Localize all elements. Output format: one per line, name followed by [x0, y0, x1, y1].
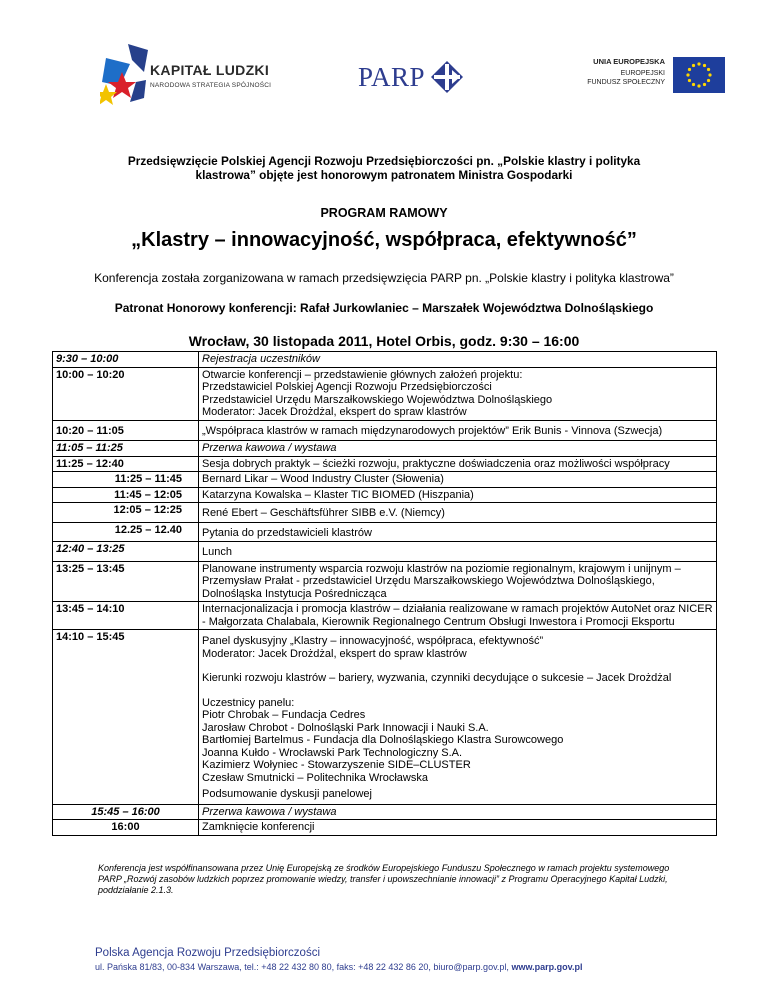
eu-star-icon — [686, 73, 689, 76]
panel-participants: Uczestnicy panelu: Piotr Chrobak – Fundacja Cedres Jarosław Chrobot - Dolnośląski Park Innowacji i Nauki S.A. Bartłomiej Bartelmus - Fundacja dla Dolnośląskiego Klastra Surowcowego Joanna Kułdo - Wrocławski Park Technologiczny S.A. Kazimierz Wołyniec - Stowarzyszenie SIDE–CLUSTER Czesław Smutnicki – Politechnika Wrocławska — [202, 696, 564, 784]
panel-summary: Podsumowanie dyskusji panelowej — [202, 788, 372, 800]
footer-website-link[interactable]: www.parp.gov.pl — [511, 962, 583, 972]
time-cell: 11:05 – 11:25 — [53, 441, 199, 457]
eu-star-icon — [697, 84, 700, 87]
agenda-cell: Otwarcie konferencji – przedstawienie głównych założeń projektu: Przedstawiciel Polskiej Agencji Rozwoju Przedsiębiorczości Przedstawiciel Urzędu Marszałkowskiego Województwa Dolnośląskiego Moderator: Jacek Drożdżal, ekspert do spraw klastrów — [199, 367, 717, 420]
time-cell: 11:25 – 12:40 — [53, 456, 199, 472]
time-cell: 11:25 – 11:45 — [53, 472, 199, 488]
time-cell: 12:40 – 13:25 — [53, 542, 199, 562]
eu-logo-line-3: FUNDUSZ SPOŁECZNY — [587, 79, 665, 86]
table-row — [53, 487, 717, 503]
time-cell: 13:45 – 14:10 — [53, 602, 199, 630]
eu-star-icon — [697, 62, 700, 65]
table-row — [53, 602, 717, 630]
eu-star-icon — [707, 68, 710, 71]
conference-title: „Klastry – innowacyjność, współpraca, efektywność” — [131, 229, 637, 251]
agenda-cell: Bernard Likar – Wood Industry Cluster (Słowenia) — [199, 472, 717, 488]
time-cell: 10:20 – 11:05 — [53, 420, 199, 441]
organization-statement: Konferencja została zorganizowana w ramach przedsięwzięcia PARP pn. „Polskie klastry i polityka klastrowa” — [94, 271, 674, 285]
panel-discussion: Panel dyskusyjny „Klastry – innowacyjność, współpraca, efektywność” Moderator: Jacek Drożdżal, ekspert do spraw klastrów — [202, 635, 544, 660]
time-cell: 13:25 – 13:45 — [53, 561, 199, 602]
kapital-ludzki-emblem-icon — [100, 42, 150, 112]
agenda-cell: Zamknięcie konferencji — [199, 820, 717, 836]
parp-logo — [358, 60, 468, 98]
agenda-cell: René Ebert – Geschäftsführer SIBB e.V. (Niemcy) — [199, 503, 717, 523]
parp-emblem-icon — [430, 60, 464, 94]
agenda-cell: Katarzyna Kowalska – Klaster TIC BIOMED (Hiszpania) — [199, 487, 717, 503]
agenda-cell: Przerwa kawowa / wystawa — [199, 441, 717, 457]
funding-note: Konferencja jest współfinansowana przez Unię Europejską ze środków Europejskiego Funduszu Społecznego w ramach projektu systemowego PARP „Rozwój zasobów ludzkich poprzez promowanie wiedzy, transfer i upowszechnianie innowacji” z Programu Operacyjnego Kapitał Ludzki, poddziałanie 2.1.3. — [98, 863, 670, 895]
eu-star-icon — [692, 83, 695, 86]
table-row — [53, 503, 717, 523]
table-row — [53, 820, 717, 836]
time-cell: 11:45 – 12:05 — [53, 487, 199, 503]
eu-star-icon — [708, 73, 711, 76]
table-row — [53, 367, 717, 420]
agenda-cell: Pytania do przedstawicieli klastrów — [199, 522, 717, 542]
table-row — [53, 456, 717, 472]
eu-star-icon — [703, 64, 706, 67]
parp-logo-text: PARP — [358, 62, 426, 92]
kapital-ludzki-title: KAPITAŁ LUDZKI — [150, 62, 270, 78]
time-cell: 9:30 – 10:00 — [53, 352, 199, 368]
kapital-ludzki-logo — [100, 42, 300, 112]
agenda-cell: Planowane instrumenty wsparcia rozwoju klastrów na poziomie regionalnym, krajowym i unijnym – Przemysław Prałat - przedstawiciel Urzędu Marszałkowskiego Województwa Dolnośląskiego, Dolnośląska Instytucja Pośrednicząca — [199, 561, 717, 602]
eu-star-icon — [707, 79, 710, 82]
footer-organization: Polska Agencja Rozwoju Przedsiębiorczości — [95, 947, 320, 959]
table-row — [53, 420, 717, 441]
time-cell: 12:05 – 12:25 — [53, 503, 199, 523]
time-cell: 12.25 – 12.40 — [53, 522, 199, 542]
table-row — [53, 630, 717, 805]
eu-logo-line-1: UNIA EUROPEJSKA — [593, 57, 665, 66]
eu-star-icon — [703, 83, 706, 86]
time-cell: 14:10 – 15:45 — [53, 630, 199, 805]
agenda-cell: Przerwa kawowa / wystawa — [199, 804, 717, 820]
agenda-cell: „Współpraca klastrów w ramach międzynarodowych projektów” Erik Bunis - Vinnova (Szwecja) — [199, 420, 717, 441]
footer-address — [95, 962, 582, 972]
agenda-cell: Sesja dobrych praktyk – ścieżki rozwoju, praktyczne doświadczenia oraz możliwości współpracy — [199, 456, 717, 472]
table-row — [53, 542, 717, 562]
program-label: PROGRAM RAMOWY — [320, 206, 448, 220]
honorary-patron: Patronat Honorowy konferencji: Rafał Jurkowlaniec – Marszałek Województwa Dolnośląskiego — [114, 301, 654, 315]
eu-flag-icon — [673, 57, 725, 93]
table-row — [53, 522, 717, 542]
table-row — [53, 472, 717, 488]
time-cell: 16:00 — [53, 820, 199, 836]
table-row — [53, 352, 717, 368]
footer-contact: ul. Pańska 81/83, 00-834 Warszawa, tel.: +48 22 432 80 80, faks: +48 22 432 86 20, biuro@parp.gov.pl, — [95, 962, 509, 972]
event-location-date: Wrocław, 30 listopada 2011, Hotel Orbis, godz. 9:30 – 16:00 — [188, 333, 580, 349]
eu-star-icon — [688, 79, 691, 82]
time-cell: 10:00 – 10:20 — [53, 367, 199, 420]
panel-directions: Kierunki rozwoju klastrów – bariery, wyzwania, czynniki decydujące o sukcesie – Jacek Drożdżal — [202, 672, 672, 684]
eu-star-icon — [692, 64, 695, 67]
eu-logo — [550, 55, 725, 100]
table-row — [53, 441, 717, 457]
agenda-cell: Internacjonalizacja i promocja klastrów – działania realizowane w ramach projektów AutoNet oraz NICER - Małgorzata Chalabala, Kierownik Regionalnego Centrum Obsługi Inwestora i Promocji Eksportu — [199, 602, 717, 630]
time-cell: 15:45 – 16:00 — [53, 804, 199, 820]
patronage-intro: Przedsięwzięcie Polskiej Agencji Rozwoju Przedsiębiorczości pn. „Polskie klastry i polityka klastrowa” objęte jest honorowym patronatem Ministra Gospodarki — [127, 154, 641, 182]
agenda-cell: Lunch — [199, 542, 717, 562]
eu-logo-line-2: EUROPEJSKI — [620, 70, 665, 77]
agenda-cell — [199, 630, 717, 805]
agenda-cell: Rejestracja uczestników — [199, 352, 717, 368]
kapital-ludzki-subtitle: NARODOWA STRATEGIA SPÓJNOŚCI — [150, 82, 272, 89]
table-row — [53, 804, 717, 820]
table-row — [53, 561, 717, 602]
eu-star-icon — [688, 68, 691, 71]
schedule-table — [52, 351, 717, 836]
